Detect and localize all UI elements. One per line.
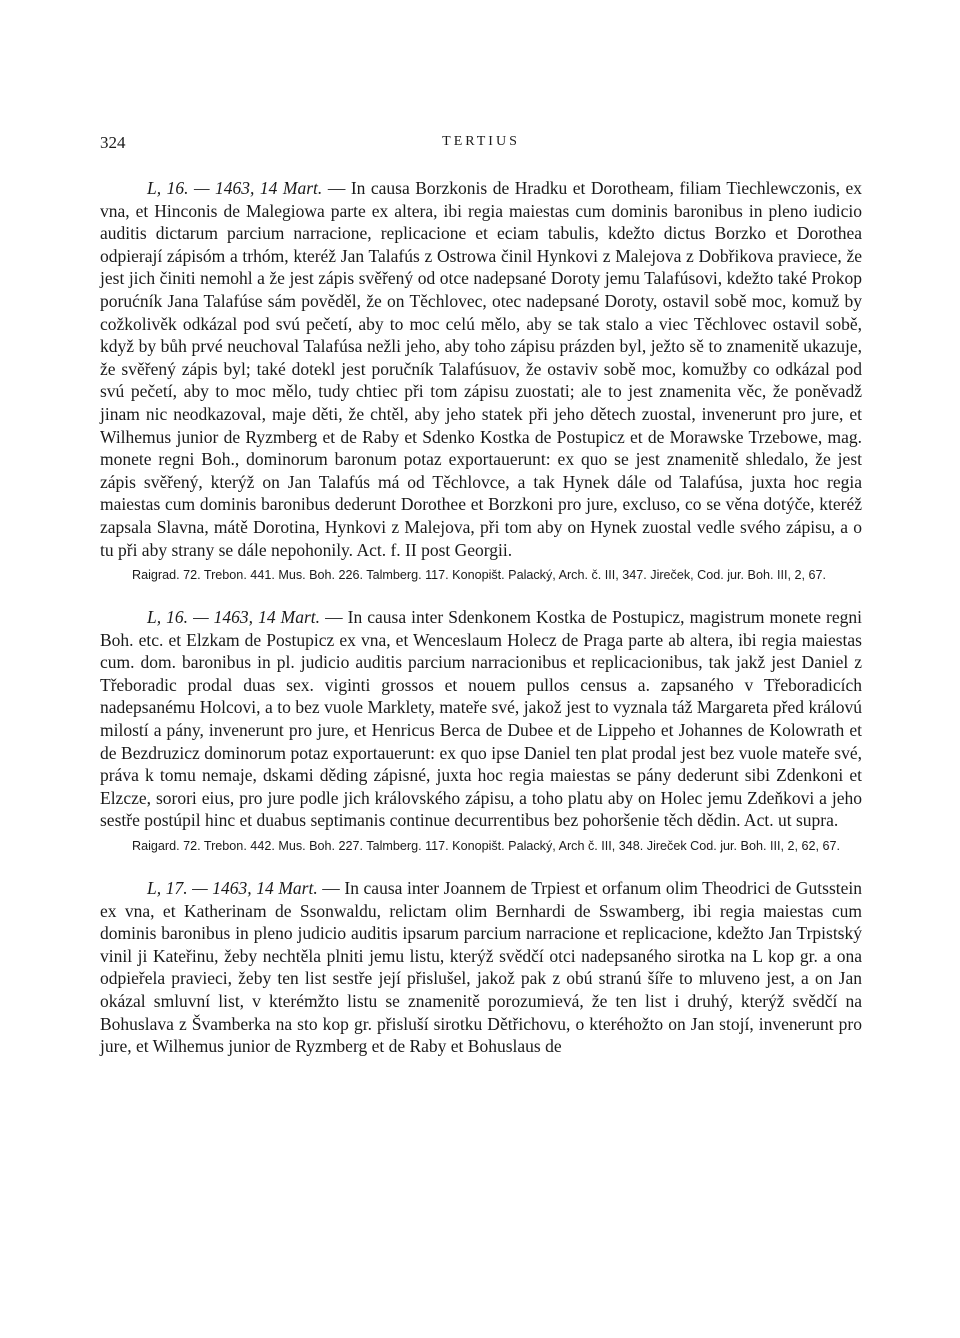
entry-heading: L, 17. — 1463, 14 Mart. <box>147 878 318 899</box>
entry-text <box>100 177 862 561</box>
entry-text <box>100 877 862 1058</box>
entry-body-text: — In causa inter Sdenkonem Kostka de Postupicz, magistrum monete regni Boh. etc. et Elzkam de Postupicz ex vna, et Wenceslaum Holecz de Praga parte ab altera, ibi regia maiestas cum. dom. baronibus in pl. judicio auditis parcium narracionibus et replicacionibus, tak jakž jest Daniel z Třeboradic prodal duas sex. viginti grossos et nouem pullos census a. zapsaného v Třeboradicích nadepsanému Holcovi, a to bez vuole Marklety, mateře své, jakož jest to vyznala táž Margareta před královú milostí a pány, invenerunt pro jure, et Henricus Berca de Dubee et de Lippeho et Johannes de Kolowrath et de Bezdruzicz dominorum potaz exportauerunt: ex quo ipse Daniel ten plat prodal jest bez vuole mateře své, práva k tomu nemaje, dskami děding zápisné, juxta hoc regia maiestas se pány dederunt sibi Zdenkoni et Elzcze, sorori eius, pro jure podle jich královského zápisu, a toho platu aby on Holec jemu Zdeňkovi a jeho sestře postúpil hinc et duabus septimanis continue decurrentibus bez pohoršenie těch dědin. Act. ut supra. <box>100 607 863 831</box>
document-page <box>100 133 862 1058</box>
page-number: 324 <box>100 133 126 152</box>
running-title: TERTIUS <box>442 134 520 149</box>
page-header <box>100 133 862 155</box>
entry-body-text: — In causa Borzkonis de Hradku et Dorotheam, filiam Tiechlewczonis, ex vna, et Hinconis de Malegiowa parte ex altera, ibi regia maiestas cum dominis baronibus in pleno iudicio auditis dictarum parcium narracione, replicacione et eciam tabulis, kdežto dictus Borzko et Dorothea odpierají zápisóm a trhóm, kteréž Jan Talafús z Ostrowa činil Hynkovi z Malejova z Dobřikova praviece, že jest jich činiti nemohl a že jest zápis svěřený od otce nadepsané Doroty jemu Talafúsovi, kdežto také Prokop porućník Jana Talafúse sám pověděl, že on Těchlovec, otec nadepsané Doroty, ostavil sobě moc, komuž by cožkolivěk odkázal pod svú pečetí, aby to moc celú mělo, aby se tak stalo a viec Těchlovec ostavil sobě, když by bůh prvé neuchoval Talafúsa nežli jeho, aby toho zápisu prázden byl, ježto sě to znamenitě ukazuje, že svěřený zápis byl; také dotekl jest poručník Talafúsuov, že ostaviv sobě moc, komužby co odkázal pod svú pečetí, aby to moc mělo, tudy chtiec při tom zápisu zuostati; ale to jest znamenita věc, že poněvadž jinam nic neodkazoval, maje děti, že chtěl, aby jeho statek při jeho dětech zuostal, invenerunt pro jure, et Wilhemus junior de Ryzmberg et de Raby et Sdenko Kostka de Postupicz et de Morawske Trzebowe, mag. monete regni Boh., dominorum baronum potaz exportauerunt: ex quo se jest znamenitě shledalo, že jest zápis svěřený, kterýž on Jan Talafús má od Těchlovce, a tak Hynek dále od Talafúsa, juxta hoc regia maiestas cum dominis baronibus dederunt Dorothee et Borzkoni pro jure, excluso, co se věna dotýče, kteréž zapsala Slavna, mátě Dorotina, Hynkovi z Malejova, při tom aby on Hynek zuostal vedle svého zápisu, a o tu při aby strany se dále nepohonily. Act. f. II post Georgii. <box>100 178 862 560</box>
entry-heading: L, 16. — 1463, 14 Mart. <box>147 178 323 198</box>
entry-1 <box>100 177 862 584</box>
entry-sources: Raigard. 72. Trebon. 442. Mus. Boh. 227. Talmberg. 117. Konopišt. Palacký, Arch č. III, 348. Jireček Cod. jur. Boh. III, 2, 62, 67. <box>132 839 840 854</box>
entry-sources: Raigrad. 72. Trebon. 441. Mus. Boh. 226. Talmberg. 117. Konopišt. Palacký, Arch. č. III, 347. Jireček, Cod. jur. Boh. III, 2, 67. <box>132 568 826 583</box>
entry-heading: L, 16. — 1463, 14 Mart. <box>147 607 321 628</box>
entry-body-text: — In causa inter Joannem de Trpiest et orfanum olim Theodrici de Gutsstein ex vna, et Katherinam de Ssonwaldu, relictam olim Bernhardi de Sswamberg, ibi regia maiestas cum dominis baronibus in pleno judicio auditis ipsarum parcium narracione et replicacione, kdežto Jan Trpistský vinil ji Kateřinu, žeby nechtěla plniti jemu listu, kterýž svědčí otci nadepsaného sirotka na L kop gr. a ona odpieřela pravieci, žeby ten list sestře její přislušel, jakož pak z obú stranú šíře to mluveno jest, a on Jan okázal smluvní list, v kterémžto listu se znamenitě porozumievá, že ten list i druhý, kterýž svědčí na Bohuslava z Švamberka na sto kop gr. přisluší sirotku Dětřichovu, o kteréhožto on Jan stojí, invenerunt pro jure, et Wilhemus junior de Ryzmberg et de Raby et Bohuslaus de <box>100 878 863 1057</box>
entry-2 <box>100 606 862 855</box>
entry-3 <box>100 877 862 1058</box>
entry-text <box>100 606 862 832</box>
